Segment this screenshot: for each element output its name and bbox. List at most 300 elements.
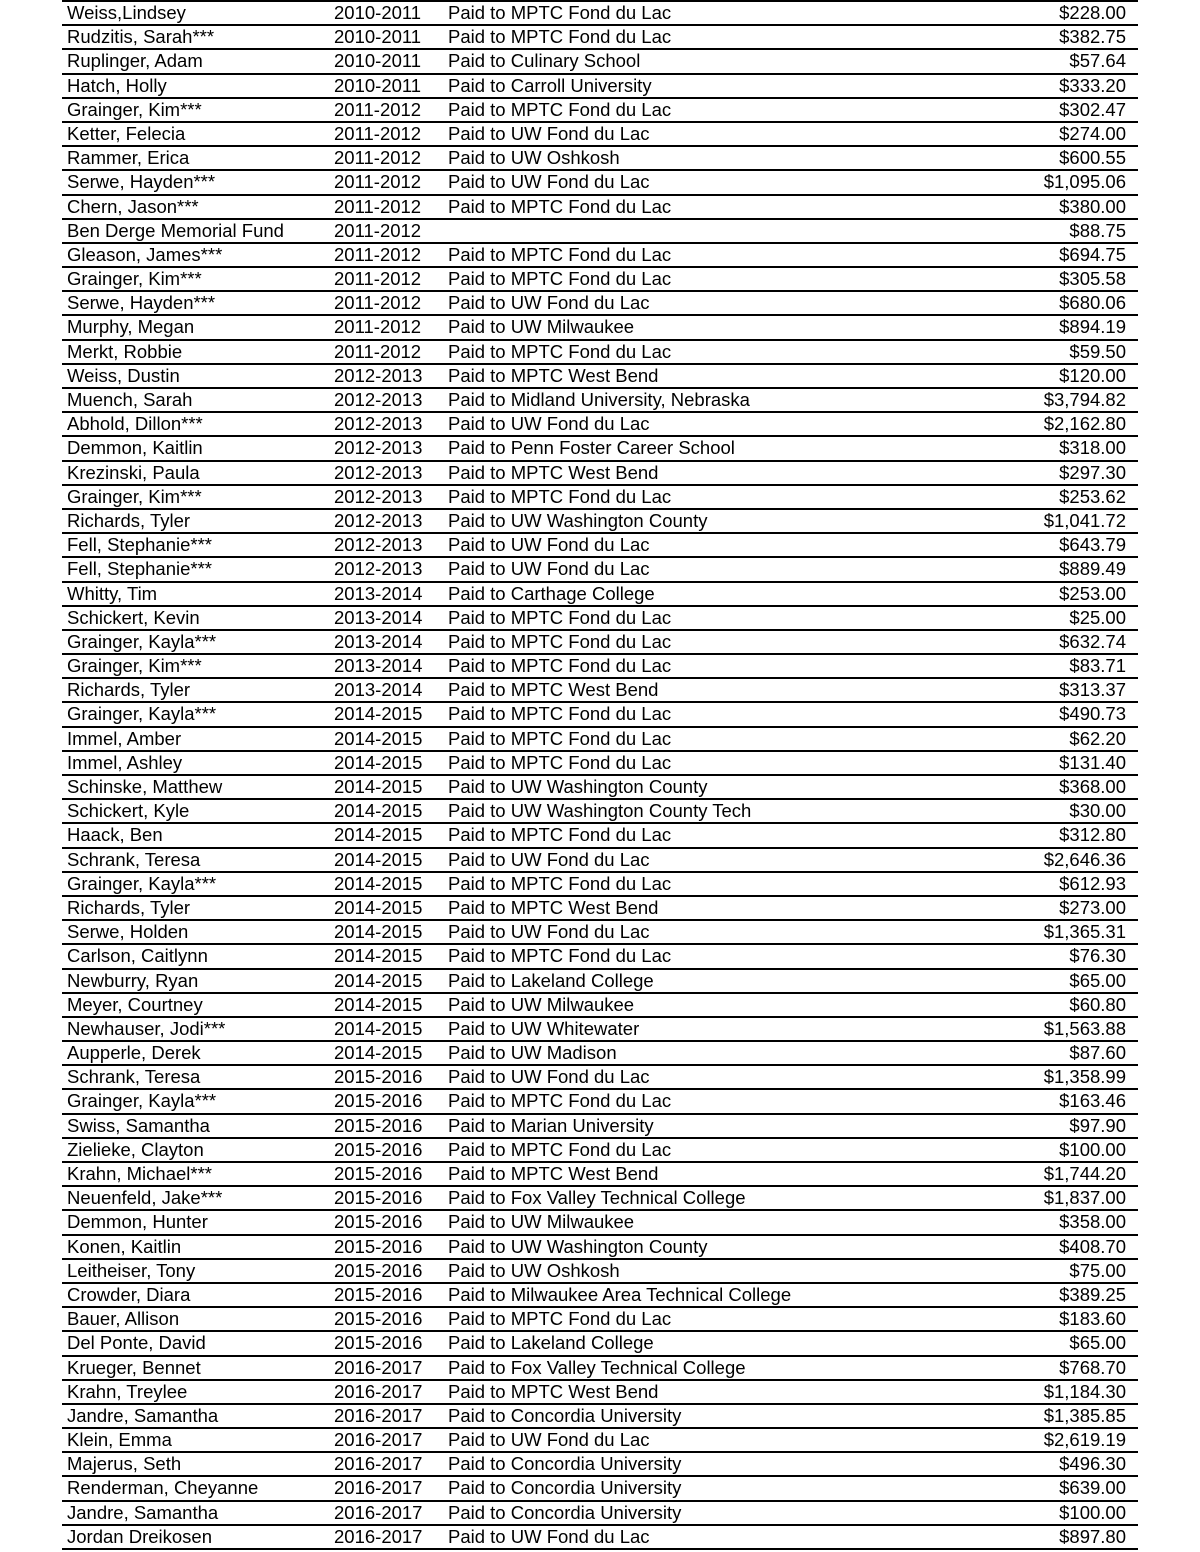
school-year-cell: 2011-2012 (334, 195, 422, 217)
table-row (62, 244, 1138, 268)
table-row (62, 1139, 1138, 1163)
amount-cell: $2,646.36 (1043, 848, 1126, 870)
school-year-cell: 2012-2013 (334, 413, 423, 435)
school-year-cell: 2015-2016 (334, 1211, 423, 1233)
school-year-cell: 2014-2015 (334, 824, 423, 846)
amount-cell: $612.93 (1059, 872, 1126, 894)
amount-cell: $30.00 (1069, 800, 1126, 822)
payment-description-cell: Paid to Fox Valley Technical College (448, 1356, 746, 1378)
table-row (62, 389, 1138, 413)
payment-description-cell: Paid to MPTC Fond du Lac (448, 1138, 672, 1160)
table-row (62, 171, 1138, 195)
amount-cell: $643.79 (1059, 534, 1126, 556)
recipient-name-cell: Demmon, Kaitlin (67, 437, 203, 459)
amount-cell: $87.60 (1069, 1042, 1126, 1064)
amount-cell: $694.75 (1059, 243, 1126, 265)
payment-description-cell: Paid to MPTC Fond du Lac (448, 340, 672, 362)
recipient-name-cell: Carlson, Caitlynn (67, 945, 208, 967)
amount-cell: $368.00 (1059, 776, 1126, 797)
payment-description-cell: Paid to Marian University (448, 1114, 654, 1136)
recipient-name-cell: Klein, Emma (67, 1429, 172, 1451)
recipient-name-cell: Demmon, Hunter (67, 1211, 208, 1233)
payment-description-cell: Paid to MPTC West Bend (448, 679, 659, 701)
school-year-cell: 2011-2012 (334, 219, 422, 241)
school-year-cell: 2015-2016 (334, 1308, 423, 1330)
school-year-cell: 2011-2012 (334, 98, 422, 120)
table-row (62, 1357, 1138, 1381)
school-year-cell: 2014-2015 (334, 703, 423, 725)
recipient-name-cell: Bauer, Allison (67, 1308, 180, 1330)
table-row (62, 437, 1138, 461)
table-row (62, 558, 1138, 582)
school-year-cell: 2012-2013 (334, 461, 423, 483)
school-year-cell: 2014-2015 (334, 945, 423, 967)
payment-description-cell: Paid to Concordia University (448, 1453, 682, 1475)
table-row (62, 607, 1138, 631)
table-row (62, 897, 1138, 921)
recipient-name-cell: Krahn, Michael*** (67, 1163, 212, 1184)
payment-description-cell: Paid to UW Fond du Lac (448, 171, 650, 193)
payment-description-cell: Paid to MPTC Fond du Lac (448, 195, 672, 217)
payment-description-cell: Paid to MPTC Fond du Lac (448, 751, 672, 773)
table-row (62, 1502, 1138, 1526)
recipient-name-cell: Muench, Sarah (67, 389, 193, 410)
recipient-name-cell: Immel, Amber (67, 727, 182, 749)
table-row (62, 75, 1138, 99)
table-row (62, 824, 1138, 848)
payment-description-cell: Paid to MPTC Fond du Lac (448, 2, 672, 23)
recipient-name-cell: Newburry, Ryan (67, 969, 199, 991)
table-row (62, 1018, 1138, 1042)
recipient-name-cell: Serwe, Hayden*** (67, 292, 216, 314)
recipient-name-cell: Aupperle, Derek (67, 1042, 201, 1064)
school-year-cell: 2014-2015 (334, 751, 423, 773)
recipient-name-cell: Richards, Tyler (67, 509, 191, 531)
table-row (62, 583, 1138, 607)
school-year-cell: 2015-2016 (334, 1090, 423, 1112)
payments-table (62, 0, 1138, 1550)
amount-cell: $496.30 (1059, 1453, 1126, 1475)
amount-cell: $490.73 (1059, 703, 1126, 725)
payment-description-cell: Paid to Concordia University (448, 1501, 682, 1523)
recipient-name-cell: Grainger, Kim*** (67, 98, 202, 120)
amount-cell: $228.00 (1059, 2, 1126, 23)
recipient-name-cell: Jordan Dreikosen (67, 1525, 212, 1547)
school-year-cell: 2011-2012 (334, 122, 422, 144)
school-year-cell: 2012-2013 (334, 389, 423, 410)
school-year-cell: 2014-2015 (334, 872, 423, 894)
table-row (62, 316, 1138, 340)
amount-cell: $894.19 (1059, 316, 1126, 338)
payment-description-cell: Paid to MPTC Fond du Lac (448, 26, 672, 48)
recipient-name-cell: Grainger, Kayla*** (67, 872, 217, 894)
recipient-name-cell: Zielieke, Clayton (67, 1138, 204, 1160)
payment-description-cell: Paid to MPTC Fond du Lac (448, 630, 672, 652)
recipient-name-cell: Newhauser, Jodi*** (67, 1017, 226, 1039)
recipient-name-cell: Krueger, Bennet (67, 1356, 201, 1378)
school-year-cell: 2012-2013 (334, 509, 423, 531)
table-row (62, 196, 1138, 220)
table-row (62, 728, 1138, 752)
school-year-cell: 2012-2013 (334, 364, 423, 386)
school-year-cell: 2013-2014 (334, 582, 423, 604)
table-row (62, 1163, 1138, 1187)
table-row (62, 341, 1138, 365)
amount-cell: $889.49 (1059, 558, 1126, 580)
recipient-name-cell: Murphy, Megan (67, 316, 195, 338)
amount-cell: $2,162.80 (1043, 413, 1126, 435)
table-row (62, 365, 1138, 389)
recipient-name-cell: Leitheiser, Tony (67, 1259, 196, 1281)
amount-cell: $163.46 (1059, 1090, 1126, 1112)
recipient-name-cell: Grainger, Kim*** (67, 268, 202, 290)
payment-description-cell: Paid to MPTC Fond du Lac (448, 1308, 672, 1330)
table-row (62, 1405, 1138, 1429)
payment-description-cell: Paid to Lakeland College (448, 1332, 654, 1354)
recipient-name-cell: Ruplinger, Adam (67, 50, 203, 72)
amount-cell: $297.30 (1059, 461, 1126, 483)
amount-cell: $65.00 (1069, 1332, 1126, 1354)
table-row (62, 268, 1138, 292)
table-row (62, 26, 1138, 50)
amount-cell: $1,358.99 (1043, 1066, 1126, 1088)
table-row (62, 1284, 1138, 1308)
table-row (62, 970, 1138, 994)
school-year-cell: 2011-2012 (334, 268, 422, 290)
amount-cell: $358.00 (1059, 1211, 1126, 1233)
amount-cell: $897.80 (1059, 1525, 1126, 1547)
payment-description-cell: Paid to MPTC Fond du Lac (448, 606, 672, 628)
payment-description-cell: Paid to UW Madison (448, 1042, 617, 1064)
recipient-name-cell: Whitty, Tim (67, 582, 158, 604)
recipient-name-cell: Weiss, Dustin (67, 364, 180, 386)
table-row (62, 631, 1138, 655)
amount-cell: $1,385.85 (1043, 1404, 1126, 1426)
payment-description-cell: Paid to UW Fond du Lac (448, 1429, 650, 1451)
recipient-name-cell: Serwe, Holden (67, 921, 189, 943)
amount-cell: $59.50 (1069, 340, 1126, 362)
amount-cell: $100.00 (1059, 1501, 1126, 1523)
school-year-cell: 2010-2011 (334, 74, 422, 96)
school-year-cell: 2011-2012 (334, 147, 422, 169)
payment-description-cell: Paid to MPTC Fond du Lac (448, 703, 672, 725)
recipient-name-cell: Grainger, Kayla*** (67, 630, 217, 652)
school-year-cell: 2015-2016 (334, 1235, 423, 1257)
recipient-name-cell: Haack, Ben (67, 824, 163, 846)
recipient-name-cell: Grainger, Kayla*** (67, 703, 217, 725)
recipient-name-cell: Richards, Tyler (67, 679, 191, 701)
payment-description-cell: Paid to MPTC Fond du Lac (448, 945, 672, 967)
amount-cell: $100.00 (1059, 1138, 1126, 1160)
table-row (62, 50, 1138, 74)
amount-cell: $313.37 (1059, 679, 1126, 701)
payment-description-cell: Paid to MPTC Fond du Lac (448, 727, 672, 749)
school-year-cell: 2013-2014 (334, 606, 423, 628)
amount-cell: $1,365.31 (1043, 921, 1126, 943)
payment-description-cell: Paid to MPTC Fond du Lac (448, 824, 672, 846)
recipient-name-cell: Schinske, Matthew (67, 776, 223, 797)
amount-cell: $65.00 (1069, 969, 1126, 991)
payment-description-cell: Paid to Concordia University (448, 1404, 682, 1426)
amount-cell: $75.00 (1069, 1259, 1126, 1281)
table-row (62, 1042, 1138, 1066)
school-year-cell: 2014-2015 (334, 800, 423, 822)
table-row (62, 776, 1138, 800)
amount-cell: $302.47 (1059, 98, 1126, 120)
amount-cell: $318.00 (1059, 437, 1126, 459)
school-year-cell: 2015-2016 (334, 1187, 423, 1209)
recipient-name-cell: Fell, Stephanie*** (67, 558, 213, 580)
payment-description-cell: Paid to MPTC Fond du Lac (448, 243, 672, 265)
amount-cell: $768.70 (1059, 1356, 1126, 1378)
school-year-cell: 2015-2016 (334, 1114, 423, 1136)
amount-cell: $88.75 (1069, 219, 1126, 241)
recipient-name-cell: Weiss,Lindsey (67, 2, 186, 23)
payment-description-cell: Paid to MPTC West Bend (448, 364, 659, 386)
table-row (62, 921, 1138, 945)
table-row (62, 1526, 1138, 1550)
payment-description-cell: Paid to UW Fond du Lac (448, 921, 650, 943)
amount-cell: $380.00 (1059, 195, 1126, 217)
amount-cell: $408.70 (1059, 1235, 1126, 1257)
amount-cell: $57.64 (1069, 50, 1126, 72)
table-row (62, 510, 1138, 534)
table-row (62, 2, 1138, 26)
amount-cell: $1,095.06 (1043, 171, 1126, 193)
table-row (62, 752, 1138, 776)
school-year-cell: 2013-2014 (334, 630, 423, 652)
recipient-name-cell: Rudzitis, Sarah*** (67, 26, 215, 48)
recipient-name-cell: Abhold, Dillon*** (67, 413, 203, 435)
school-year-cell: 2016-2017 (334, 1380, 423, 1402)
school-year-cell: 2011-2012 (334, 316, 422, 338)
table-row (62, 1477, 1138, 1501)
payment-description-cell: Paid to MPTC West Bend (448, 461, 659, 483)
payment-description-cell: Paid to UW Fond du Lac (448, 413, 650, 435)
school-year-cell: 2013-2014 (334, 655, 423, 677)
payment-description-cell: Paid to UW Washington County Tech (448, 800, 752, 822)
amount-cell: $76.30 (1069, 945, 1126, 967)
school-year-cell: 2015-2016 (334, 1332, 423, 1354)
amount-cell: $1,041.72 (1043, 509, 1126, 531)
amount-cell: $62.20 (1069, 727, 1126, 749)
school-year-cell: 2014-2015 (334, 727, 423, 749)
table-row (62, 99, 1138, 123)
payment-description-cell: Paid to Carthage College (448, 582, 655, 604)
amount-cell: $253.00 (1059, 582, 1126, 604)
recipient-name-cell: Hatch, Holly (67, 74, 167, 96)
table-row (62, 1429, 1138, 1453)
recipient-name-cell: Grainger, Kayla*** (67, 1090, 217, 1112)
recipient-name-cell: Gleason, James*** (67, 243, 223, 265)
payment-description-cell: Paid to UW Fond du Lac (448, 848, 650, 870)
school-year-cell: 2010-2011 (334, 50, 422, 72)
payment-description-cell: Paid to Milwaukee Area Technical College (448, 1283, 792, 1305)
school-year-cell: 2014-2015 (334, 993, 423, 1015)
recipient-name-cell: Immel, Ashley (67, 751, 183, 773)
amount-cell: $382.75 (1059, 26, 1126, 48)
school-year-cell: 2010-2011 (334, 26, 422, 48)
table-row (62, 147, 1138, 171)
payment-description-cell: Paid to MPTC Fond du Lac (448, 655, 672, 677)
amount-cell: $600.55 (1059, 147, 1126, 169)
payment-description-cell: Paid to MPTC Fond du Lac (448, 872, 672, 894)
amount-cell: $305.58 (1059, 268, 1126, 290)
payment-description-cell: Paid to UW Fond du Lac (448, 534, 650, 556)
recipient-name-cell: Meyer, Courtney (67, 993, 203, 1015)
school-year-cell: 2016-2017 (334, 1356, 423, 1378)
table-row (62, 1453, 1138, 1477)
recipient-name-cell: Richards, Tyler (67, 896, 191, 918)
recipient-name-cell: Grainger, Kim*** (67, 655, 202, 677)
payment-description-cell: Paid to MPTC Fond du Lac (448, 1090, 672, 1112)
payment-description-cell: Paid to MPTC Fond du Lac (448, 98, 672, 120)
amount-cell: $83.71 (1069, 655, 1126, 677)
recipient-name-cell: Jandre, Samantha (67, 1501, 219, 1523)
amount-cell: $25.00 (1069, 606, 1126, 628)
recipient-name-cell: Schrank, Teresa (67, 1066, 201, 1088)
school-year-cell: 2015-2016 (334, 1138, 423, 1160)
payment-description-cell: Paid to UW Milwaukee (448, 993, 635, 1015)
table-row (62, 292, 1138, 316)
school-year-cell: 2012-2013 (334, 558, 423, 580)
payment-description-cell: Paid to UW Washington County (448, 776, 708, 797)
school-year-cell: 2016-2017 (334, 1404, 423, 1426)
amount-cell: $3,794.82 (1043, 389, 1126, 410)
amount-cell: $312.80 (1059, 824, 1126, 846)
payment-description-cell: Paid to UW Oshkosh (448, 147, 620, 169)
amount-cell: $273.00 (1059, 896, 1126, 918)
school-year-cell: 2014-2015 (334, 921, 423, 943)
school-year-cell: 2012-2013 (334, 437, 423, 459)
payment-description-cell: Paid to Fox Valley Technical College (448, 1187, 746, 1209)
payment-description-cell: Paid to Penn Foster Career School (448, 437, 735, 459)
school-year-cell: 2013-2014 (334, 679, 423, 701)
payment-description-cell: Paid to UW Whitewater (448, 1017, 640, 1039)
table-row (62, 1260, 1138, 1284)
amount-cell: $183.60 (1059, 1308, 1126, 1330)
amount-cell: $1,744.20 (1043, 1163, 1126, 1184)
payment-description-cell: Paid to UW Oshkosh (448, 1259, 620, 1281)
recipient-name-cell: Grainger, Kim*** (67, 485, 202, 507)
payment-description-cell: Paid to UW Fond du Lac (448, 1525, 650, 1547)
table-row (62, 849, 1138, 873)
table-row (62, 1308, 1138, 1332)
school-year-cell: 2015-2016 (334, 1283, 423, 1305)
amount-cell: $253.62 (1059, 485, 1126, 507)
payment-description-cell: Paid to UW Fond du Lac (448, 122, 650, 144)
recipient-name-cell: Swiss, Samantha (67, 1114, 210, 1136)
recipient-name-cell: Schrank, Teresa (67, 848, 201, 870)
recipient-name-cell: Neuenfeld, Jake*** (67, 1187, 223, 1209)
recipient-name-cell: Krezinski, Paula (67, 461, 200, 483)
table-row (62, 220, 1138, 244)
recipient-name-cell: Jandre, Samantha (67, 1404, 219, 1426)
amount-cell: $60.80 (1069, 993, 1126, 1015)
amount-cell: $639.00 (1059, 1477, 1126, 1499)
recipient-name-cell: Serwe, Hayden*** (67, 171, 216, 193)
amount-cell: $1,184.30 (1043, 1380, 1126, 1402)
amount-cell: $680.06 (1059, 292, 1126, 314)
recipient-name-cell: Krahn, Treylee (67, 1380, 188, 1402)
payment-description-cell: Paid to MPTC West Bend (448, 1380, 659, 1402)
amount-cell: $131.40 (1059, 751, 1126, 773)
recipient-name-cell: Rammer, Erica (67, 147, 190, 169)
table-row (62, 1115, 1138, 1139)
table-row (62, 462, 1138, 486)
table-row (62, 679, 1138, 703)
table-row (62, 486, 1138, 510)
table-row (62, 873, 1138, 897)
amount-cell: $389.25 (1059, 1283, 1126, 1305)
amount-cell: $274.00 (1059, 122, 1126, 144)
table-row (62, 703, 1138, 727)
table-row (62, 123, 1138, 147)
school-year-cell: 2016-2017 (334, 1501, 423, 1523)
school-year-cell: 2016-2017 (334, 1453, 423, 1475)
payment-description-cell: Paid to MPTC Fond du Lac (448, 485, 672, 507)
amount-cell: $1,563.88 (1043, 1017, 1126, 1039)
table-row (62, 655, 1138, 679)
recipient-name-cell: Ketter, Felecia (67, 122, 186, 144)
recipient-name-cell: Konen, Kaitlin (67, 1235, 182, 1257)
school-year-cell: 2011-2012 (334, 292, 422, 314)
payment-description-cell: Paid to Culinary School (448, 50, 641, 72)
school-year-cell: 2014-2015 (334, 1042, 423, 1064)
payment-description-cell: Paid to MPTC West Bend (448, 1163, 659, 1184)
amount-cell: $333.20 (1059, 74, 1126, 96)
school-year-cell: 2011-2012 (334, 340, 422, 362)
school-year-cell: 2015-2016 (334, 1066, 423, 1088)
payment-description-cell: Paid to MPTC Fond du Lac (448, 268, 672, 290)
school-year-cell: 2014-2015 (334, 896, 423, 918)
table-row (62, 994, 1138, 1018)
table-row (62, 800, 1138, 824)
school-year-cell: 2015-2016 (334, 1259, 423, 1281)
payment-description-cell: Paid to Carroll University (448, 74, 652, 96)
recipient-name-cell: Del Ponte, David (67, 1332, 206, 1354)
recipient-name-cell: Ben Derge Memorial Fund (67, 219, 284, 241)
payment-description-cell: Paid to UW Fond du Lac (448, 292, 650, 314)
school-year-cell: 2016-2017 (334, 1429, 423, 1451)
school-year-cell: 2016-2017 (334, 1525, 423, 1547)
payment-description-cell: Paid to UW Milwaukee (448, 316, 635, 338)
payment-description-cell: Paid to Midland University, Nebraska (448, 389, 750, 410)
table-row (62, 1066, 1138, 1090)
table-row (62, 1236, 1138, 1260)
school-year-cell: 2011-2012 (334, 171, 422, 193)
table-row (62, 1332, 1138, 1356)
table-row (62, 1381, 1138, 1405)
school-year-cell: 2012-2013 (334, 485, 423, 507)
school-year-cell: 2014-2015 (334, 969, 423, 991)
payment-description-cell: Paid to Lakeland College (448, 969, 654, 991)
table-row (62, 413, 1138, 437)
school-year-cell: 2016-2017 (334, 1477, 423, 1499)
amount-cell: $97.90 (1069, 1114, 1126, 1136)
recipient-name-cell: Chern, Jason*** (67, 195, 199, 217)
table-row (62, 1211, 1138, 1235)
table-row (62, 534, 1138, 558)
payment-description-cell: Paid to UW Washington County (448, 509, 708, 531)
table-row (62, 1090, 1138, 1114)
payment-description-cell: Paid to UW Washington County (448, 1235, 708, 1257)
school-year-cell: 2011-2012 (334, 243, 422, 265)
payment-description-cell: Paid to Concordia University (448, 1477, 682, 1499)
recipient-name-cell: Schickert, Kyle (67, 800, 190, 822)
recipient-name-cell: Majerus, Seth (67, 1453, 182, 1475)
school-year-cell: 2014-2015 (334, 848, 423, 870)
